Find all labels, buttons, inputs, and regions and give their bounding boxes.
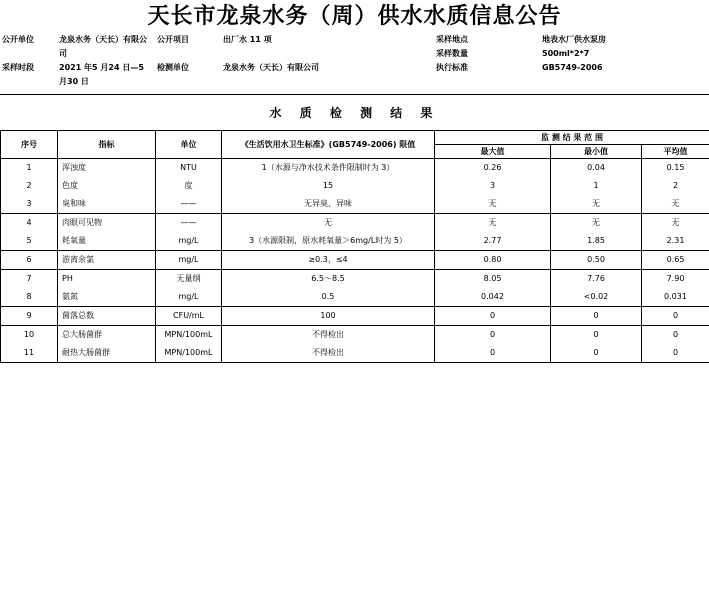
row-avg: 0	[672, 330, 679, 339]
row-no: 10	[23, 330, 35, 339]
row-max: 3	[489, 181, 496, 190]
row-indicator: 臭和味	[62, 199, 86, 208]
row-avg: 0.65	[666, 255, 685, 264]
row-unit-cell	[156, 270, 222, 307]
row-no: 1	[26, 163, 32, 172]
row-max: 0.042	[481, 292, 504, 301]
unit-label: 检测单位	[157, 63, 189, 72]
row-avg: 0.15	[666, 163, 685, 172]
row-limit-cell	[222, 307, 435, 326]
row-indicator: 耐热大肠菌群	[62, 348, 110, 357]
row-unit-cell	[156, 214, 222, 251]
row-unit: MPN/100mL	[164, 348, 213, 357]
table-row-group	[1, 214, 709, 251]
row-no-cell	[1, 307, 58, 326]
row-unit: 无量纲	[176, 274, 201, 283]
row-limit: 15	[322, 181, 334, 190]
row-min-cell	[551, 159, 642, 214]
qty-label: 采样数量	[436, 49, 468, 58]
row-unit: NTU	[180, 163, 197, 172]
row-unit: 度	[184, 181, 193, 190]
row-limit: 100	[320, 311, 336, 320]
row-limit-cell	[222, 214, 435, 251]
row-avg: 无	[671, 218, 680, 227]
row-avg-cell	[642, 326, 709, 363]
unit-value: 龙泉水务（天长）有限公司	[223, 63, 319, 72]
row-indicator: 氨氮	[62, 292, 78, 301]
row-indicator: 浑浊度	[62, 163, 86, 172]
row-limit: 0.5	[321, 292, 335, 301]
row-unit: CFU/mL	[173, 311, 204, 320]
row-no: 6	[26, 255, 32, 264]
table-row-group	[1, 307, 709, 326]
header-unit: 单位	[156, 131, 222, 159]
row-min: 无	[592, 199, 600, 208]
row-max-cell	[435, 159, 551, 214]
row-no-cell	[1, 214, 58, 251]
row-limit: 无异臭、异味	[304, 199, 352, 208]
row-avg-cell	[642, 270, 709, 307]
header-range: 监 测 结 果 范 围	[435, 131, 709, 145]
row-indicator: 游离余氯	[62, 255, 94, 264]
row-limit-cell	[222, 251, 435, 270]
row-avg: 7.90	[666, 274, 685, 283]
row-limit: 不得检出	[312, 348, 344, 357]
period-value: 2021 年5 月24 日—5 月30 日	[59, 63, 144, 86]
std-label: 执行标准	[436, 63, 468, 72]
row-no: 9	[26, 311, 32, 320]
row-indicator: 耗氧量	[62, 236, 86, 245]
row-limit: 无	[324, 218, 332, 227]
table-row-group	[1, 251, 709, 270]
row-avg-cell	[642, 159, 709, 214]
row-unit-cell	[156, 159, 222, 214]
row-avg: 0.031	[664, 292, 687, 301]
row-no: 11	[23, 348, 35, 357]
row-min-cell	[551, 214, 642, 251]
row-max-cell	[435, 270, 551, 307]
row-unit: ——	[180, 199, 197, 208]
row-limit: ≥0.3，≤4	[308, 255, 348, 264]
row-max: 0	[489, 348, 496, 357]
row-limit-cell	[222, 159, 435, 214]
section-title: 水 质 检 测 结 果	[0, 94, 709, 131]
row-indicator: 肉眼可见物	[62, 218, 102, 227]
row-limit: 1（水源与净水技术条件限制时为 3）	[261, 163, 395, 172]
row-indicator-cell	[58, 159, 156, 214]
row-indicator: 色度	[62, 181, 78, 190]
page-title: 天长市龙泉水务（周）供水水质信息公告	[147, 3, 562, 29]
header-limit: 《生活饮用水卫生标准》(GB5749-2006) 限值	[222, 131, 435, 159]
row-avg: 2.31	[666, 236, 685, 245]
row-max: 0	[489, 311, 496, 320]
row-max-cell	[435, 326, 551, 363]
row-indicator: PH	[62, 274, 73, 283]
row-indicator: 菌落总数	[62, 311, 94, 320]
row-indicator-cell	[58, 326, 156, 363]
row-min-cell	[551, 251, 642, 270]
row-max: 无	[488, 218, 497, 227]
results-table	[0, 130, 709, 363]
row-no: 5	[26, 236, 32, 245]
row-indicator-cell	[58, 307, 156, 326]
row-limit: 不得检出	[312, 330, 344, 339]
qty-value: 500ml*2*7	[542, 49, 590, 58]
row-no-cell	[1, 270, 58, 307]
row-no: 2	[26, 181, 32, 190]
row-indicator-cell	[58, 214, 156, 251]
row-limit-cell	[222, 270, 435, 307]
row-no-cell	[1, 159, 58, 214]
row-max: 0.26	[483, 163, 502, 172]
row-avg: 无	[671, 199, 680, 208]
table-row-group	[1, 326, 709, 363]
row-unit: ——	[180, 218, 197, 227]
item-value: 出厂水 11 项	[223, 35, 272, 44]
row-no: 3	[26, 199, 32, 208]
row-indicator-cell	[58, 251, 156, 270]
publisher-label: 公开单位	[2, 35, 34, 44]
info-table	[0, 33, 709, 89]
row-min: 0	[593, 330, 599, 339]
row-no: 8	[26, 292, 32, 301]
table-row-group	[1, 270, 709, 307]
std-value: GB5749-2006	[542, 63, 603, 72]
row-limit: 6.5～8.5	[311, 274, 345, 283]
row-max-cell	[435, 251, 551, 270]
site-value: 地表水厂供水泵房	[542, 35, 606, 44]
period-label: 采样时段	[2, 63, 34, 72]
row-max: 0.80	[483, 255, 502, 264]
header-min: 最小值	[551, 145, 642, 159]
row-max: 8.05	[483, 274, 502, 283]
row-min: 1.85	[587, 236, 605, 245]
row-avg-cell	[642, 251, 709, 270]
row-min: 7.76	[587, 274, 605, 283]
row-min: 无	[592, 218, 600, 227]
row-max-cell	[435, 307, 551, 326]
site-label: 采样地点	[436, 35, 468, 44]
row-max-cell	[435, 214, 551, 251]
row-no: 4	[26, 218, 32, 227]
row-min: 0	[593, 311, 599, 320]
item-label: 公开项目	[157, 35, 189, 44]
row-indicator: 总大肠菌群	[62, 330, 102, 339]
row-no-cell	[1, 326, 58, 363]
table-row-group	[1, 159, 709, 214]
row-max: 无	[488, 199, 497, 208]
row-no-cell	[1, 251, 58, 270]
row-unit: MPN/100mL	[164, 330, 213, 339]
row-min-cell	[551, 326, 642, 363]
row-unit: mg/L	[178, 255, 199, 264]
row-min: <0.02	[583, 292, 609, 301]
row-unit-cell	[156, 307, 222, 326]
row-min-cell	[551, 307, 642, 326]
header-max: 最大值	[435, 145, 551, 159]
row-no: 7	[26, 274, 32, 283]
row-unit-cell	[156, 251, 222, 270]
header-no: 序号	[1, 131, 58, 159]
row-limit-cell	[222, 326, 435, 363]
row-unit: mg/L	[178, 236, 199, 245]
row-unit: mg/L	[178, 292, 199, 301]
header-indicator: 指标	[58, 131, 156, 159]
row-min-cell	[551, 270, 642, 307]
row-avg-cell	[642, 307, 709, 326]
row-avg-cell	[642, 214, 709, 251]
row-limit: 3（水源限制，原水耗氧量＞6mg/L时为 5）	[249, 236, 407, 245]
row-min: 1	[593, 181, 599, 190]
row-max: 2.77	[483, 236, 502, 245]
row-indicator-cell	[58, 270, 156, 307]
row-min: 0.50	[587, 255, 605, 264]
row-unit-cell	[156, 326, 222, 363]
row-avg: 0	[672, 348, 679, 357]
row-avg: 2	[672, 181, 679, 190]
publisher-value: 龙泉水务（天长）有限公司	[59, 35, 147, 58]
row-min: 0	[593, 348, 599, 357]
row-avg: 0	[672, 311, 679, 320]
header-avg: 平均值	[642, 145, 709, 159]
row-min: 0.04	[587, 163, 605, 172]
row-max: 0	[489, 330, 496, 339]
